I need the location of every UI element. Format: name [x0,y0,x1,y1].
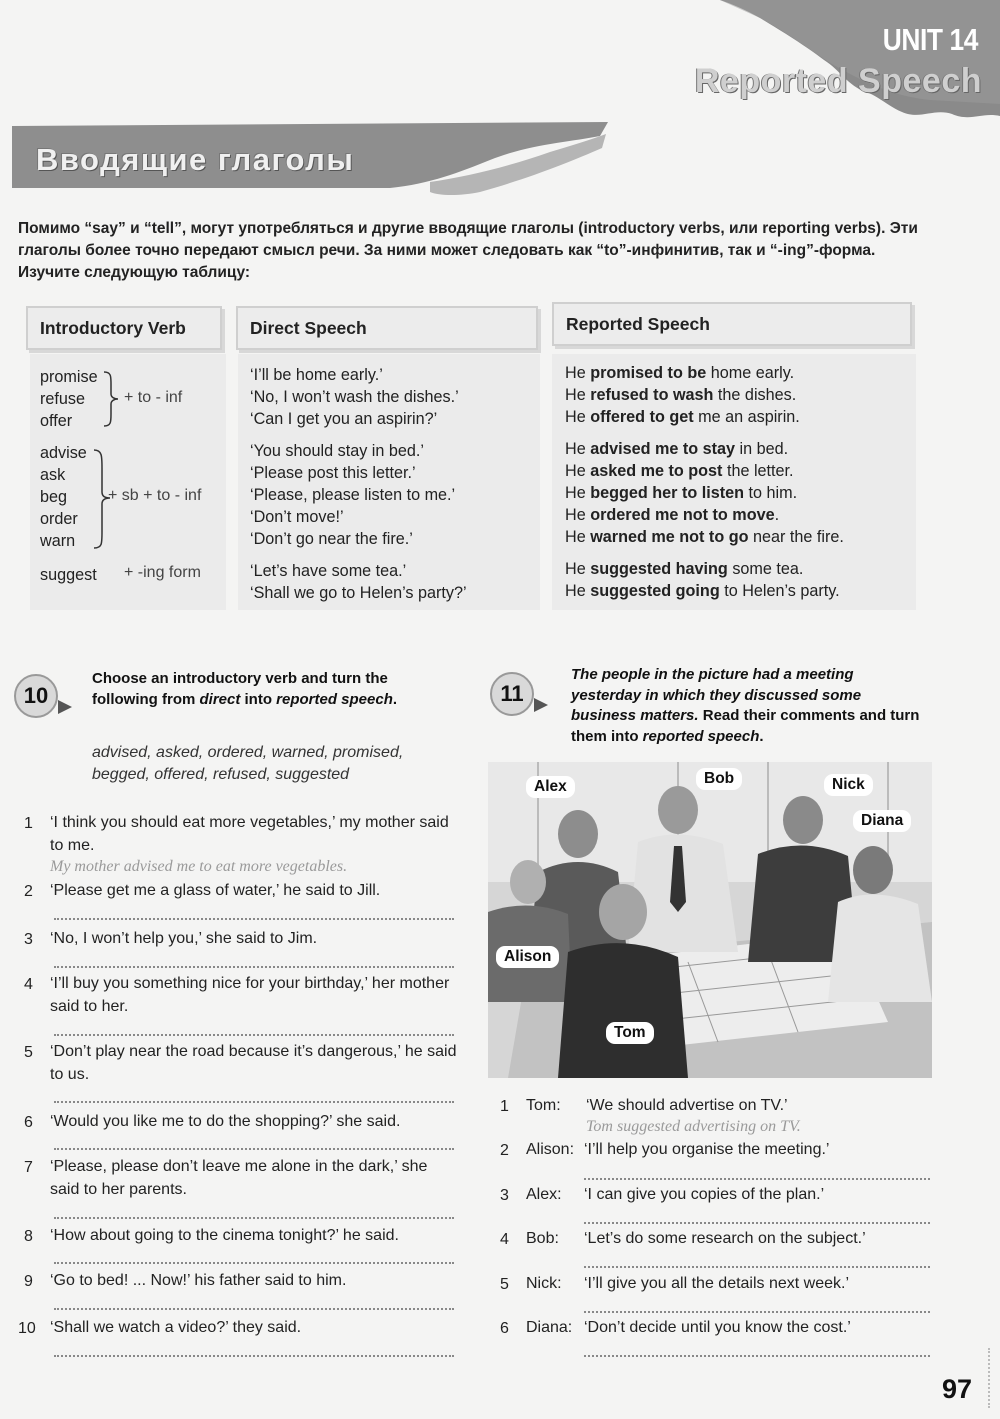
reported-7: He ordered me not to move. [565,506,780,524]
ex11-quote-2: ‘I’ll help you organise the meeting.’ [584,1141,830,1158]
ex11-speaker: Diana: [526,1319,573,1336]
name-tag-alex: Alex [526,776,575,798]
reported-1: He promised to be home early. [565,364,795,382]
ex11-item-number: 2 [500,1142,509,1159]
ex11-speaker: Bob: [526,1230,559,1247]
reported-6: He begged her to listen to him. [565,484,798,502]
section-heading-text: Вводящие глаголы [36,142,355,177]
ex11-quote-3: ‘I can give you copies of the plan.’ [584,1186,825,1203]
unit-title: Reported Speech [694,62,982,100]
direct-1: ‘I’ll be home early.’ [250,366,383,384]
direct-9: ‘Let’s have some tea.’ [250,562,407,580]
ex10-item-number: 7 [24,1159,33,1176]
ex11-item-number: 4 [500,1231,509,1248]
ex10-answer-line[interactable] [54,1262,454,1264]
ex10-item-number: 6 [24,1114,33,1131]
ex10-item-number: 9 [24,1273,33,1290]
pattern-sb-to-inf: + sb + to - inf [108,487,202,504]
intro-paragraph: Помимо “say” и “tell”, могут употребляться и другие вводящие глаголы (introductory verbs, или reporting verbs). Эти глаголы более точно передают смысл речи. За ними может следовать как “to”-инфинитив, так и “-ing”-форма. Изучите следующую таблицу: [18,220,918,281]
verb-order: order [40,510,78,528]
ex11-speaker: Nick: [526,1275,562,1292]
ex11-quote-6: ‘Don’t decide until you know the cost.’ [584,1319,851,1336]
ex11-answer-line[interactable] [584,1178,930,1180]
ex10-answer-line[interactable] [54,966,454,968]
name-tag-alison: Alison [496,946,559,968]
verb-advise: advise [40,444,87,462]
direct-4: ‘You should stay in bed.’ [250,442,424,460]
verb-offer: offer [40,412,73,430]
verb-ask: ask [40,466,66,484]
reported-10: He suggested going to Helen’s party. [565,582,840,600]
exercise-10-verb-list: advised, asked, ordered, warned, promised, begged, offered, refused, suggested [92,744,404,783]
ex10-item-number: 10 [18,1320,36,1337]
ex11-answer-line[interactable] [584,1266,930,1268]
reported-3: He offered to get me an aspirin. [565,408,800,426]
name-tag-nick: Nick [824,774,873,796]
exercise-11-instruction: The people in the picture had a meeting yesterday in which they discussed some business matters. Read their comments and turn them into reported speech. [571,666,920,745]
ex11-answer-line[interactable] [584,1311,930,1313]
ex11-item-number: 1 [500,1098,509,1115]
ex11-example-answer: Tom suggested advertising on TV. [586,1118,801,1135]
header-introductory-verb: Introductory Verb [26,306,222,350]
exercise-10-instruction: Choose an introductory verb and turn the following from direct into reported speech. [92,670,398,708]
direct-3: ‘Can I get you an aspirin?’ [250,410,438,428]
ex10-item-1: ‘I think you should eat more vegetables,’ my mother said to me. [50,814,449,854]
meeting-photo [488,762,932,1078]
unit-number: UNIT 14 [882,22,978,57]
ex10-answer-line[interactable] [54,1101,454,1103]
ex11-item-number: 6 [500,1320,509,1337]
ex11-answer-line[interactable] [584,1355,930,1357]
verb-promise: promise [40,368,98,386]
reported-4: He advised me to stay in bed. [565,440,789,458]
ex11-speaker: Alison: [526,1141,575,1158]
verb-warn: warn [40,532,76,550]
verb-beg: beg [40,488,68,506]
ex10-answer-line[interactable] [54,1217,454,1219]
ex10-item-5: ‘Don’t play near the road because it’s dangerous,’ he said to us. [50,1043,457,1083]
ex11-quote-5: ‘I’ll give you all the details next week.’ [584,1275,850,1292]
ex11-speaker: Alex: [526,1186,562,1203]
section-heading [10,122,610,200]
ex10-item-6: ‘Would you like me to do the shopping?’ she said. [50,1113,401,1130]
header-direct-speech: Direct Speech [236,306,538,350]
reported-5: He asked me to post the letter. [565,462,794,480]
ex10-item-number: 4 [24,976,33,993]
exercise-11-badge: 11 [490,672,534,716]
direct-10: ‘Shall we go to Helen’s party?’ [250,584,467,602]
unit-banner [694,0,1000,130]
direct-8: ‘Don’t go near the fire.’ [250,530,413,548]
ex10-item-9: ‘Go to bed! ... Now!’ his father said to him. [50,1272,347,1289]
ex11-item-number: 5 [500,1276,509,1293]
ex10-answer-line[interactable] [54,1034,454,1036]
pattern-ing-form: + -ing form [124,564,201,581]
ex11-quote-4: ‘Let’s do some research on the subject.’ [584,1230,866,1247]
page-edge-dots [988,1348,992,1408]
ex10-answer-line[interactable] [54,1355,454,1357]
direct-5: ‘Please post this letter.’ [250,464,416,482]
ex10-answer-line[interactable] [54,1148,454,1150]
ex10-item-4: ‘I’ll buy you something nice for your birthday,’ her mother said to her. [50,975,450,1015]
ex11-quote-1: ‘We should advertise on TV.’ [586,1097,788,1114]
ex10-item-number: 3 [24,931,33,948]
ex10-item-number: 1 [24,815,33,832]
ex11-item-number: 3 [500,1187,509,1204]
ex10-item-8: ‘How about going to the cinema tonight?’ he said. [50,1227,399,1244]
ex10-answer-line[interactable] [54,1308,454,1310]
verb-suggest: suggest [40,566,97,584]
ex10-example-answer: My mother advised me to eat more vegetables. [50,858,348,875]
reported-8: He warned me not to go near the fire. [565,528,844,546]
ex11-answer-line[interactable] [584,1222,930,1224]
header-reported-speech: Reported Speech [552,302,912,346]
brace-group-1 [102,370,120,428]
name-tag-diana: Diana [853,810,911,832]
page-number: 97 [941,1374,972,1404]
ex10-item-2: ‘Please get me a glass of water,’ he said to Jill. [50,882,381,899]
verb-refuse: refuse [40,390,85,408]
direct-2: ‘No, I won’t wash the dishes.’ [250,388,459,406]
exercise-10-badge-arrow [58,700,72,714]
ex10-item-number: 8 [24,1228,33,1245]
name-tag-bob: Bob [696,768,742,790]
name-tag-tom: Tom [606,1022,654,1044]
reported-2: He refused to wash the dishes. [565,386,797,404]
ex11-speaker: Tom: [526,1097,561,1114]
direct-6: ‘Please, please listen to me.’ [250,486,456,504]
ex10-item-10: ‘Shall we watch a video?’ they said. [50,1319,302,1336]
exercise-11-badge-arrow [534,698,548,712]
ex10-answer-line[interactable] [54,918,454,920]
ex10-item-number: 2 [24,883,33,900]
ex10-item-7: ‘Please, please don’t leave me alone in the dark,’ she said to her parents. [50,1158,428,1198]
pattern-to-inf: + to - inf [124,389,183,406]
exercise-10-badge: 10 [14,674,58,718]
direct-7: ‘Don’t move!’ [250,508,344,526]
ex10-item-number: 5 [24,1044,33,1061]
reported-9: He suggested having some tea. [565,560,804,578]
ex10-item-3: ‘No, I won’t help you,’ she said to Jim. [50,930,318,947]
